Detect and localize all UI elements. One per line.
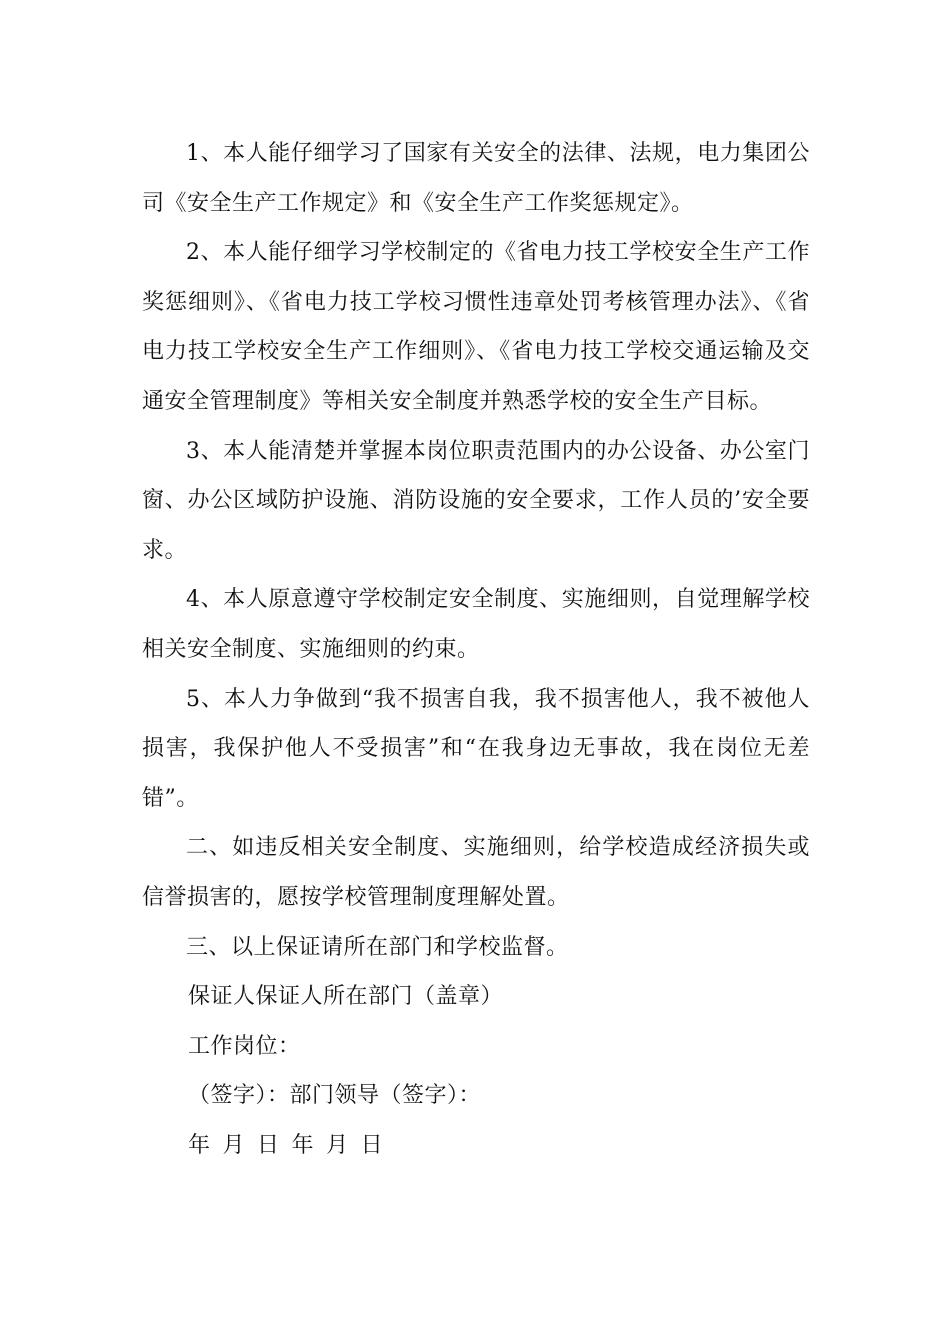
paragraph-item-5: 5、本人力争做到“我不损害自我，我不损害他人，我不被他人损害，我保护他人不受损害”和“在我身边无事故，我在岗位无差错”。	[142, 686, 810, 811]
paragraph-item-4: 4、本人原意遵守学校制定安全制度、实施细则，自觉理解学校相关安全制度、实施细则的约束。	[142, 587, 810, 662]
date-month-label: 月	[326, 1132, 349, 1158]
date-month-label: 月	[222, 1132, 246, 1158]
document-body	[142, 129, 810, 1170]
signature-line: （签字）：部门领导（签字）：	[188, 1083, 482, 1109]
paragraph-item-2: 2、本人能仔细学习学校制定的《省电力技工学校安全生产工作奖惩细则》、《省电力技工学校习惯性违章处罚考核管理办法》、《省电力技工学校安全生产工作细则》、《省电力技工学校交通运输及交通安全管理制度》等相关安全制度并熟悉学校的安全生产目标。	[142, 240, 810, 414]
paragraph-item-1: 1、本人能仔细学习了国家有关安全的法律、法规，电力集团公司《安全生产工作规定》和《安全生产工作奖惩规定》。	[142, 141, 810, 216]
date-day-label: 日	[257, 1132, 280, 1158]
date-year-label: 年	[291, 1132, 315, 1158]
paragraph-clause-2: 二、如违反相关安全制度、实施细则，给学校造成经济损失或信誉损害的，愿按学校管理制度理解处置。	[142, 835, 810, 910]
position-line: 工作岗位：	[188, 1033, 301, 1059]
date-day-label: 日	[360, 1132, 384, 1158]
paragraph-item-3: 3、本人能清楚并掌握本岗位职责范围内的办公设备、办公室门窗、办公区域防护设施、消防设施的安全要求，工作人员的’安全要求。	[142, 438, 810, 563]
date-year-label: 年	[188, 1132, 211, 1158]
paragraph-clause-3: 三、以上保证请所在部门和学校监督。	[186, 934, 569, 960]
date-line	[142, 1121, 810, 1171]
guarantor-line: 保证人保证人所在部门（盖章）	[188, 984, 504, 1010]
